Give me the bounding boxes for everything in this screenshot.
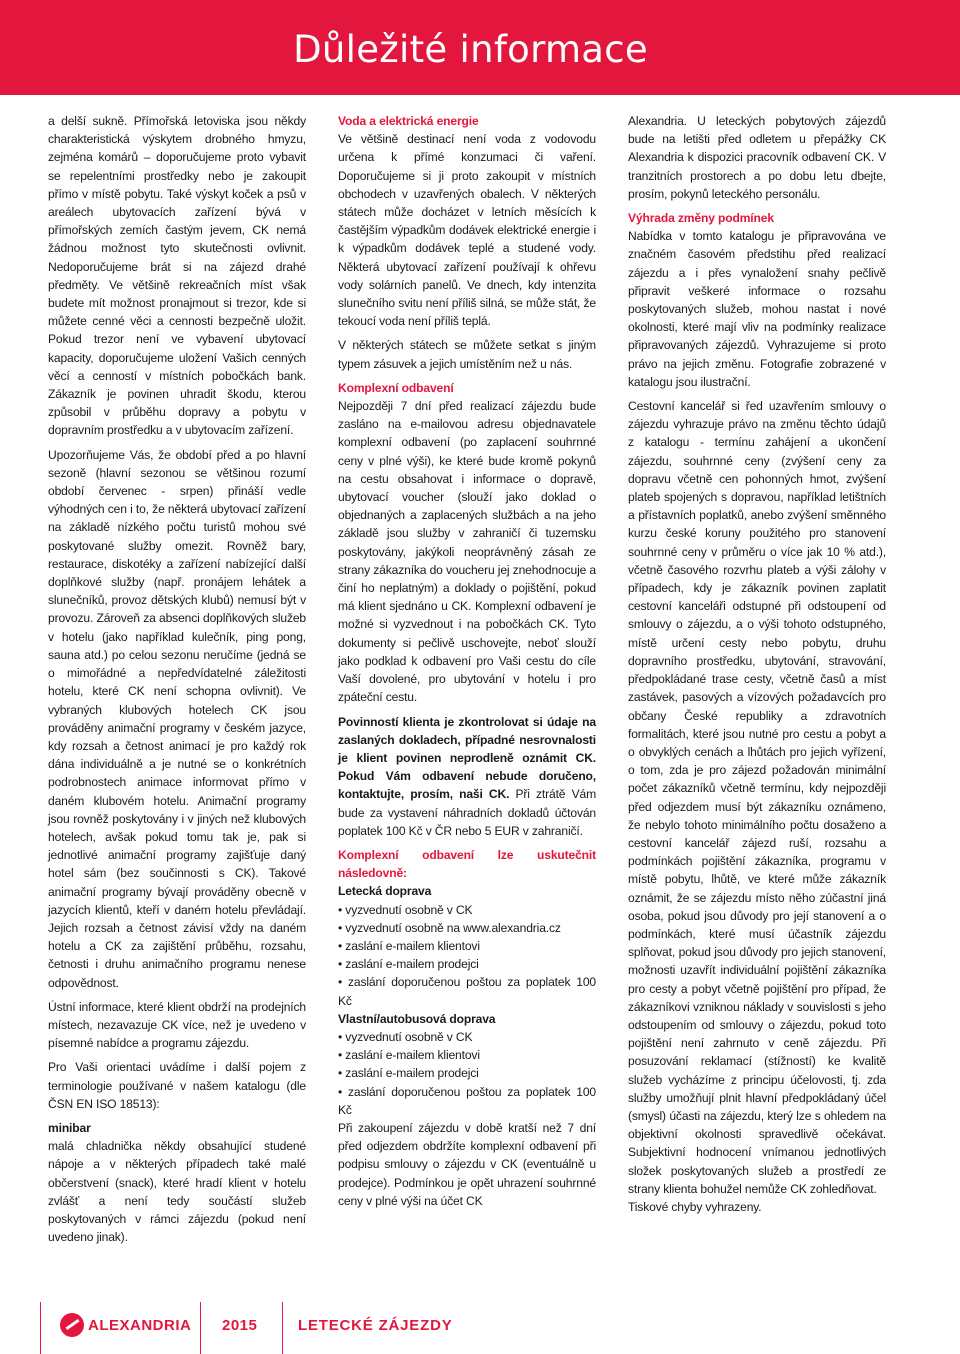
catalog-year: 2015 (222, 1317, 258, 1334)
column-left (48, 112, 306, 1246)
divider (40, 1302, 41, 1354)
divider (200, 1302, 201, 1354)
column-right (628, 112, 886, 1222)
paragraph: Upozorňujeme Vás, že období před a po hlavní sezoně (hlavní sezonou se většinou rozumí období červenec - srpen) přináší vedle výhodných cen i to, že některá ubytovací zařízení na základě nízkého počtu turistů mohou své poskytované služby omezit. Rovněž bary, restaurace, diskotéky a zařízení nabízející další doplňkové služby (např. pronájem lehátek a slunečníků, provoz dětských klubů) nemusí být v provozu. Zároveň za absenci doplňkových služeb v hotelu (jako například kulečník, ping pong, sauna atd.) po celou sezonu neručíme (jedná se o mimořádné a nepředvídatelné záležitosti hotelu, které CK není schopna ovlivnit). Ve vybraných klubových hotelech CK jsou prováděny animační programy v českém jazyce, kdy rozsah a četnost animací je pro každý rok dána individuálně a je nutné se o konkrétních podrobnostech animace informovat přímo v daném klubovém hotelu. Animační programy jsou rovněž poskytovány i v jiných než klubových hotelech, avšak pokud tomu tak je, pak si jednotlivé animační programy zajišťuje daný hotel sám (bez součinnosti s CK). Takové animační programy bývají prováděny obecně v jazycích klientů, kteří v daném hotelu převládají. Jejich rozsah a četnost závisí vždy na daném hotelu a CK za zajištění průběhu, rozsahu, četnosti i druhu animačního programu nenese odpovědnost. (48, 447, 306, 990)
definition (48, 1119, 306, 1246)
section-heading: Voda a elektrická energie (338, 114, 479, 128)
section-heading: Výhrada změny podmínek (628, 211, 774, 226)
paragraph: V některých státech se můžete setkat s jiným typem zásuvek a jejich umístěním než u nás. (338, 338, 596, 371)
page-header (0, 0, 960, 95)
section-heading: Komplexní odbavení lze uskutečnit následovně: (338, 847, 596, 881)
paragraph: Cestovní kancelář si řed uzavřením smlouvy o zájezdu vyhrazuje právo na změnu těchto údajů z katalogu - termínu zahájení a ukončení zájezdu, souhrnné ceny (zvýšení ceny za dopravu včetně cen pohonných hmot, zvýšení plateb spojených s dopravou, například letištních a přístavních poplatků, anebo zvýšení směnného kurzu české koruny použitého pro stanovení souhrnné ceny v průměru o více jak 10 % atd.), včetně časového rozvrhu plateb a výši zálohy v případech, kdy je zákazník povinen zaplatit cestovní kanceláři odstupné při odstoupení od smlouvy o zájezdu, a o výši tohoto odstupného, místě určení cesty nebo pobytu, druhu dopravního prostředku, ubytování, stravování, předpokládané trase cesty, včetně časů a míst zastávek, pasových a vízových požadavcích pro občany České republiky a zdravotních formalitách, které jsou nutné pro cestu a pobyt a o obvyklých cenách a lhůtách pro jejich vyřízení, o tom, zda je pro zájezd požadován minimální počet zákazníků včetně termínu, kdy nejpozději před odjezdem musí být zákazníku oznámeno, že nebylo tohoto minimálního počtu dosaženo a cestovní kancelář zájezd ruší, rozsahu a podmínkách pojištění zákazníka, programu v místě pobytu, lhůtě, ve které může zákazník oznámit, že se zájezdu místo něho zúčastní jiná osoba, pokud jsou důvody pro její stanovení a o podmínkách, které musí účastník zájezdu splňovat, pokud jsou důvody pro jejich stanovení, možnosti uzavřít individuální pojištění zákazníka pro cesty a pobyt včetně pojištění pro případ, že zákazníkovi vzniknou náklady v souvislosti s jeho odstoupením od smlouvy o zájezdu, pokud toto pojištění není zahrnuto v ceně zájezdu. Při posuzování reklamací (stížností) ke kvalitě služeb vycházíme z principu účelovosti, tj. zda služby umožňují plnit hlavní předpokládaný účel (smysl) účasti na zájezdu, který lze s ohledem na objektivní okolnosti spravedlivě očekávat. Subjektivní hodnocení vnímanou jednotlivých složek poskytovaných služeb a prostředí ze strany klienta bohužel nemůže CK zohledňovat. (628, 399, 886, 1196)
bullet-list (338, 901, 596, 1010)
catalog-name: LETECKÉ ZÁJEZDY (298, 1317, 453, 1334)
list-item: • vyzvednutí osobně na www.alexandria.cz (338, 919, 596, 937)
sub-heading: Vlastní/autobusová doprava (338, 1011, 496, 1026)
paragraph: Ve většině destinací není voda z vodovodu určena k přímé konzumaci či vaření. Doporučujeme si ji proto zakoupit v místních obchodech v uzavřených obalech. V některých státech může docházet v letních měsících k častějším výpadkům dodávek elektrické energie i k výpadkům dodávek teplé a studené vody. Některá ubytovací zařízení používají k ohřevu vody solárních panelů. Ve dnech, kdy intenzita slunečního svitu není příliš silná, se může stát, že tekoucí voda není příliš teplá. (338, 132, 596, 329)
page-title: Důležité informace (293, 28, 648, 71)
definition-term: minibar (48, 1120, 91, 1135)
divider (282, 1302, 283, 1354)
list-item: • zaslání e-mailem klientovi (338, 1046, 596, 1064)
paragraph: Při zakoupení zájezdu v době kratší než 7 dní před odjezdem obdržíte komplexní odbavení při podpisu smlouvy o zájezdu v CK (eventuálně u prodejce). Podmínkou je opět uhrazení souhrnné ceny v plné výši na účet CK (338, 1120, 596, 1208)
paragraph: Ústní informace, které klient obdrží na prodejních místech, nezavazuje CK více, než je uvedeno v písemné nabídce a programu zájezdu. (48, 999, 306, 1051)
list-item: • vyzvednutí osobně v CK (338, 901, 596, 919)
paragraph: Pro Vaši orientaci uvádíme i další pojem z terminologie používané v našem katalogu (dle ČSN EN ISO 18513): (48, 1060, 306, 1111)
list-item: • zaslání e-mailem prodejci (338, 955, 596, 973)
bullet-list (338, 1028, 596, 1119)
list-item: • zaslání doporučenou poštou za poplatek 100 Kč (338, 973, 596, 1009)
list-item: • zaslání e-mailem prodejci (338, 1064, 596, 1082)
paragraph (338, 713, 596, 840)
list-item: • vyzvednutí osobně v CK (338, 1028, 596, 1046)
brand-name: ALEXANDRIA (88, 1317, 192, 1334)
paragraph: Nejpozději 7 dní před realizací zájezdu bude zasláno na e-mailovou adresu objednavatele komplexní odbavení (po zaplacení souhrnné ceny v plné výši), ke které bude kromě pokynů na cestu obsahovat i informace o dopravě, ubytovací voucher (slouží jako doklad o objednaných a zaplacených službách a na jeho základě jsou služby v zahraničí či tuzemsku poskytovány, jakýkoli neoprávněný zásah ze strany zákazníka do voucheru jej znehodnocuje a činí ho neplatným) a doklady o pojištění, pokud má klient sjednáno u CK. Komplexní odbavení je možné si vyzvednout i na pobočkách CK. Tyto dokumenty si pečlivě uschovejte, neboť slouží jako podklad k odbavení pro Vaši cestu do cíle Vaší dovolené, pro ubytování v hotelu i pro zpáteční cestu. (338, 399, 596, 705)
list-item: • zaslání doporučenou poštou za poplatek 100 Kč (338, 1083, 596, 1119)
sub-heading: Letecká doprava (338, 884, 432, 899)
bold-notice: Povinností klienta je zkontrolovat si údaje na zaslaných dokladech, případné nesrovnalosti je klient povinen neprodleně oznámit CK. Pokud Vám odbavení nebude doručeno, kontaktujte, prosím, naši CK. (338, 714, 596, 802)
list-item: • zaslání e-mailem klientovi (338, 937, 596, 955)
notice-text: Při ztrátě Vám bude za vystavení náhradních dokladů účtován poplatek 100 Kč v ČR nebo 5 EUR v zahraničí. (338, 787, 596, 838)
alexandria-logo-icon (60, 1313, 84, 1337)
definition-text: malá chladnička někdy obsahující studené nápoje a v některých případech také malé občerstvení (snack), které hradí klient v hotelu zvlášť a není tedy součástí služeb poskytovaných v rámci zájezdu (pokud není uvedeno jinak). (48, 1139, 306, 1245)
page-footer (0, 1296, 960, 1354)
paragraph: Tiskové chyby vyhrazeny. (628, 1199, 762, 1214)
paragraph: Nabídka v tomto katalogu je připravována ve značném časovém předstihu před realizací zájezdu a i přes vynaložení snahy pečlivě připravit veškeré informace o rozsahu poskytovaných služeb, mohou nastat i nové okolnosti, které mají vliv na podmínky realizace připravovaných zájezdů. Vyhrazujeme si proto právo na jejich změnu. Fotografie zobrazené v katalogu jsou ilustrační. (628, 229, 886, 389)
paragraph: a delší sukně. Přímořská letoviska jsou někdy charakteristická výskytem drobného hmyzu, zejména komárů – doporučujeme proto vybavit se repelentními prostředky nebo je zakoupit přímo v místě pobytu. Také výskyt koček a psů v areálech ubytovacích zařízení bývá v přímořských zemích častým jevem, CK nemá žádnou možnost tyto skutečnosti ovlivnit. Nedoporučujeme brát si na zájezd drahé předměty. Ve většině rekreačních míst však budete mít možnost pronajmout si trezor, kde si můžete cenné věci a cennosti bezpečně uložit. Pokud trezor není ve vybavení ubytovací kapacity, doporučujeme uložení Vašich cenných věcí a cenností v místních pobočkách bank. Zákazník je povinen uhradit škodu, kterou způsobil v průběhu dopravy a pobytu v dopravním prostředku a v ubytovacím zařízení. (48, 114, 306, 438)
section-heading: Komplexní odbavení (338, 380, 454, 395)
column-middle (338, 112, 596, 1216)
paragraph: Alexandria. U leteckých pobytových zájezdů bude na letišti před odletem u přepážky CK Alexandria k dispozici pracovník odbavení CK. V tranzitních prostorech a po dobu letu dbejte, prosím, pokynů leteckého personálu. (628, 114, 886, 201)
